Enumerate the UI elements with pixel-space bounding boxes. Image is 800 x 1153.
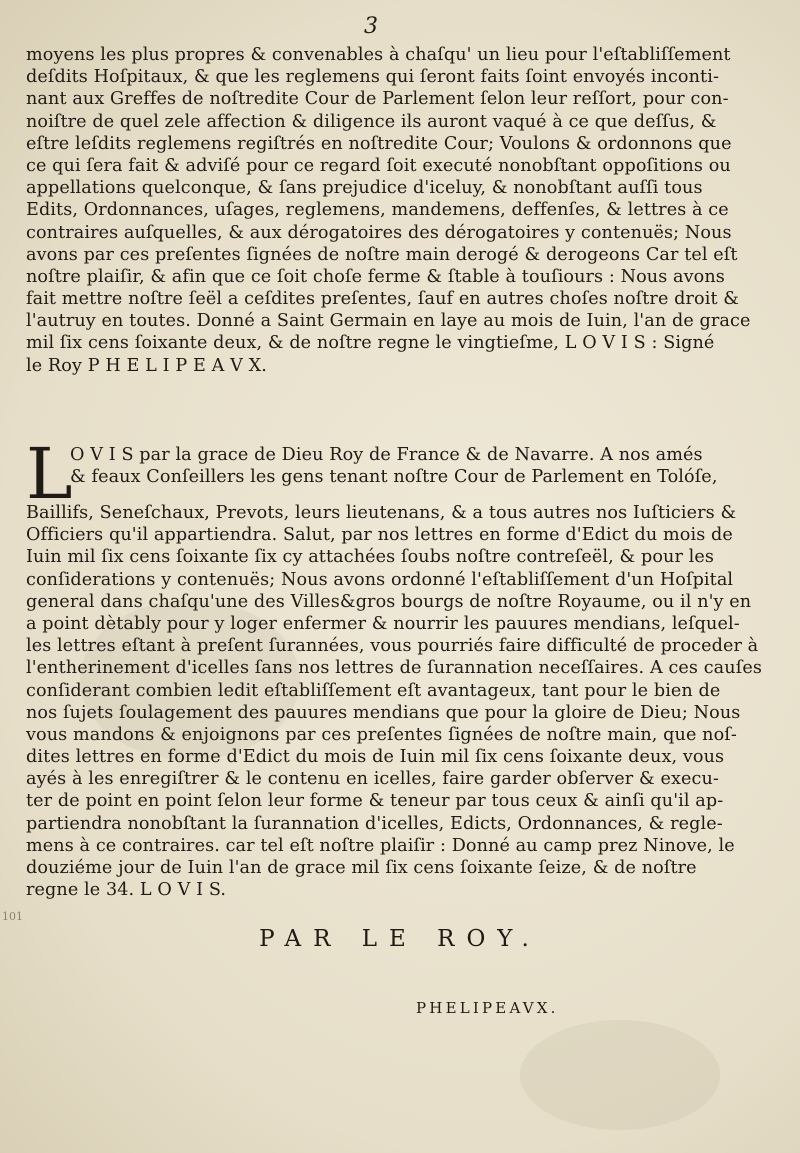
text-line: l'entherinement d'icelles ſans nos lettres de ſurannation neceſſaires. A ces cauſes — [26, 658, 762, 679]
text-line: eſtre leſdits reglemens regiſtrés en noſtredite Cour; Voulons & ordonnons que — [26, 133, 732, 154]
paper-stain — [520, 1020, 720, 1130]
folio-number: 3 — [364, 14, 378, 39]
text-line: appellations quelconque, & ſans prejudice d'iceluy, & nonobſtant auſſi tous — [26, 178, 703, 199]
text-line: deſdits Hoſpitaux, & que les reglemens qui ſeront faits ſoint envoyés inconti- — [26, 67, 719, 88]
text-line: Iuin mil ſix cens ſoixante ſix cy attachées ſoubs noſtre contreſeël, & pour les — [26, 547, 715, 568]
text-line: noiſtre de quel zele affection & diligence ils auront vaqué à ce que deſſus, & — [26, 111, 717, 132]
text-line: noſtre plaiſir, & afin que ce ſoit choſe ferme & ſtable à touſiours : Nous avons — [26, 266, 725, 287]
text-line: l'autruy en toutes. Donné a Saint Germain en laye au mois de Iuin, l'an de grace — [26, 311, 751, 332]
text-line: ayés à les enregiſtrer & le contenu en icelles, faire garder obſerver & execu- — [26, 769, 719, 790]
text-line: fait mettre noſtre ſeël a ceſdites preſentes, ſauf en autres choſes noſtre droit & — [26, 289, 740, 310]
margin-note: 101 — [2, 910, 23, 923]
text-line: moyens les plus propres & convenables à chaſqu' un lieu pour l'eſtabliſſement — [26, 45, 731, 65]
par-le-roy-heading: PAR LE ROY. — [259, 926, 541, 952]
text-line: nant aux Greffes de noſtredite Cour de Parlement ſelon leur reſſort, pour con- — [26, 89, 729, 110]
text-line: conſiderations y contenuës; Nous avons ordonné l'eſtabliſſement d'un Hoſpital — [26, 569, 734, 590]
text-line: douziéme jour de Iuin l'an de grace mil ſix cens ſoixante ſeize, & de noſtre — [26, 858, 697, 878]
text-line: partiendra nonobſtant la ſurannation d'icelles, Edicts, Ordonnances, & regle- — [26, 813, 723, 834]
text-line: Officiers qu'il appartiendra. Salut, par nos lettres en forme d'Edict du mois de — [26, 525, 733, 546]
text-line: les lettres eſtant à preſent ſurannées, vous pourriés faire difficulté de proceder à — [26, 636, 759, 657]
text-line: ce qui ſera fait & adviſé pour ce regard ſoit executé nonobſtant oppoſitions ou — [26, 155, 731, 176]
text-line: general dans chaſqu'une des Villes&gros bourgs de noſtre Royaume, ou il n'y en — [26, 591, 752, 612]
signature-phelipeaux: PHELIPEAVX. — [416, 999, 559, 1017]
text-line: nos ſujets ſoulagement des pauures mendians que pour la gloire de Dieu; Nous — [26, 702, 741, 723]
text-line: conſiderant combien ledit eſtabliſſement eſt avantageux, tant pour le bien de — [26, 680, 721, 701]
text-line: vous mandons & enjoignons par ces preſentes ſignées de noſtre main, que noſ- — [26, 724, 737, 745]
text-line: Baillifs, Seneſchaux, Prevots, leurs lieutenans, & a tous autres nos Iuſticiers & — [26, 503, 737, 523]
text-line: avons par ces preſentes ſignées de noſtre main derogé & derogeons Car tel eſt — [26, 244, 738, 265]
text-line: regne le 34. L O V I S. — [26, 880, 227, 901]
text-line: Edits, Ordonnances, uſages, reglemens, mandemens, deffenſes, & lettres à ce — [26, 200, 729, 221]
text-line: dites lettres en forme d'Edict du mois de Iuin mil ſix cens ſoixante deux, vous — [26, 747, 725, 768]
text-line: ter de point en point ſelon leur forme & teneur par tous ceux & ainſi qu'il ap- — [26, 791, 724, 812]
decree-continuation-text — [26, 44, 774, 377]
text-line: mil ſix cens ſoixante deux, & de noſtre regne le vingtieſme, L O V I S : Signé — [26, 333, 715, 354]
text-line: contraires auſquelles, & aux dérogatoires des dérogatoires y contenuës; Nous — [26, 222, 732, 243]
drop-cap: L — [26, 433, 73, 515]
text-line: a point dètably pour y loger enfermer & nourrir les pauures mendians, leſquel- — [26, 613, 740, 634]
text-line: mens à ce contraires. car tel eſt noſtre plaiſir : Donné au camp prez Ninove, le — [26, 835, 735, 856]
text-line: le Roy P H E L I P E A V X. — [26, 355, 267, 376]
text-line: & feaux Conſeillers les gens tenant noſtre Cour de Parlement en Tolóſe, — [70, 467, 718, 488]
text-line: O V I S par la grace de Dieu Roy de France & de Navarre. A nos amés — [70, 445, 703, 465]
letters-patent-text — [26, 433, 774, 901]
